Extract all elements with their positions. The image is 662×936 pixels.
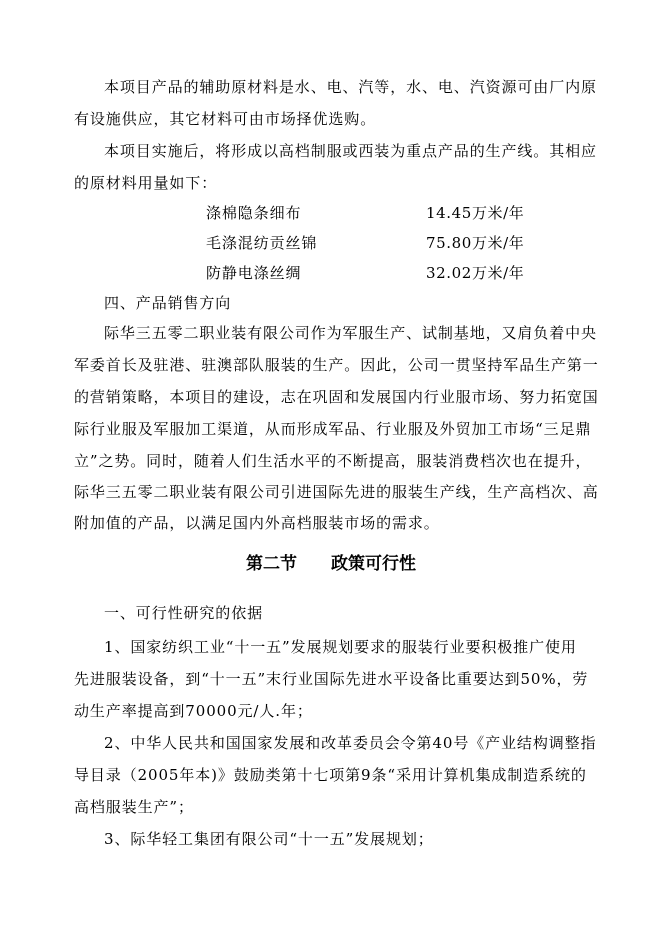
paragraph-line: 立”之势。同时，随着人们生活水平的不断提高，服装消费档次也在提升，	[74, 452, 592, 470]
material-row	[0, 233, 662, 253]
material-name: 涤棉隐条细布	[206, 204, 302, 222]
list-item-line: 动生产率提高到70000元/人.年；	[74, 702, 313, 720]
paragraph-line: 本项目产品的辅助原材料是水、电、汽等，水、电、汽资源可由厂内原	[104, 78, 597, 96]
paragraph-line: 有设施供应，其它材料可由市场择优选购。	[74, 110, 377, 128]
material-amount: 32.02万米/年	[426, 264, 525, 282]
paragraph-line: 际华三五零二职业装有限公司引进国际先进的服装生产线，生产高档次、高	[74, 483, 599, 501]
list-item-line: 导目录（2005年本)》鼓励类第十七项第9条“采用计算机集成制造系统的	[74, 766, 587, 784]
subheading-sales: 四、产品销售方向	[104, 294, 232, 312]
paragraph-line: 的营销策略，本项目的建设，志在巩固和发展国内行业服市场、努力拓宽国	[74, 388, 599, 406]
basis-heading: 一、可行性研究的依据	[104, 604, 264, 622]
paragraph-line: 际华三五零二职业装有限公司作为军服生产、试制基地，又肩负着中央	[104, 324, 597, 342]
material-row	[0, 263, 662, 283]
section-title: 政策可行性	[331, 554, 416, 574]
section-number: 第二节	[246, 554, 297, 574]
material-name: 毛涤混纺贡丝锦	[206, 234, 318, 252]
list-item-line: 3、际华轻工集团有限公司“十一五”发展规划；	[104, 830, 434, 848]
material-name: 防静电涤丝绸	[206, 264, 302, 282]
material-amount: 14.45万米/年	[426, 204, 525, 222]
list-item-line: 1、国家纺织工业“十一五”发展规划要求的服装行业要积极推广使用	[104, 638, 577, 656]
list-item-line: 2、中华人民共和国国家发展和改革委员会令第40号《产业结构调整指	[104, 734, 597, 752]
paragraph-line: 际行业服及军服加工渠道，从而形成军品、行业服及外贸加工市场“三足鼎	[74, 420, 592, 438]
material-amount: 75.80万米/年	[426, 234, 525, 252]
paragraph-line: 本项目实施后，将形成以高档制服或西装为重点产品的生产线。其相应	[104, 142, 597, 160]
material-row	[0, 203, 662, 223]
paragraph-line: 附加值的产品，以满足国内外高档服装市场的需求。	[74, 514, 440, 532]
section-heading	[0, 553, 662, 575]
list-item-line: 先进服装设备，到“十一五”末行业国际先进水平设备比重要达到50%，劳	[74, 670, 589, 688]
paragraph-line: 的原材料用量如下：	[74, 174, 218, 192]
paragraph-line: 军委首长及驻港、驻澳部队服装的生产。因此，公司一贯坚持军品生产第一	[74, 356, 599, 374]
list-item-line: 高档服装生产”；	[74, 798, 194, 816]
